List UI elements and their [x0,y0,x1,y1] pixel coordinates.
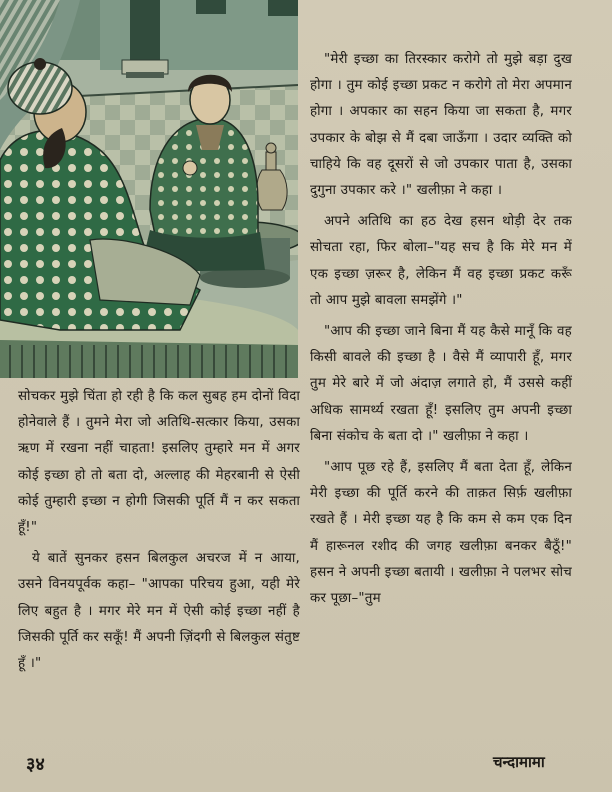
magazine-name: चन्दामामा [493,753,545,771]
left-paragraph-2: ये बातें सुनकर हसन बिलकुल अचरज में न आया, उसने विनयपूर्वक कहा– "आपका परिचय हुआ, यही मेरे लिए बहुत है । मगर मेरे मन में ऐसी कोई इच्छा नहीं है जिसकी पूर्ति कर सकूँ! मैं अपनी ज़िंदगी से बिलकुल संतुष्ट हूँ ।" [18,551,300,672]
right-paragraph-1: "मेरी इच्छा का तिरस्कार करोगे तो मुझे बड़ा दुख होगा । तुम कोई इच्छा प्रकट न करोगे तो मेरा अपमान होगा । अपकार का सहन किया जा सकता है, मगर उपकार के बोझ से मैं दबा जाऊँगा । उदार व्यक्ति को चाहिये कि वह दूसरों से जो उपकार पाता है, उसका दुगुना उपकार करे ।" खलीफ़ा ने कहा । [310,52,572,199]
right-paragraph-2: अपने अतिथि का हठ देख हसन थोड़ी देर तक सोचता रहा, फिर बोला–"यह सच है कि मेरे मन में एक इच्छा ज़रूर है, लेकिन मैं वह इच्छा प्रकट करूँ तो आप मुझे बावला समझेंगे ।" [310,214,572,308]
right-paragraph-4: "आप पूछ रहे हैं, इसलिए मैं बता देता हूँ, लेकिन मेरी इच्छा की पूर्ति करने की ताक़त सिर्फ़ खलीफ़ा रखते हैं । मेरी इच्छा यह है कि कम से कम एक दिन मैं हारूनल रशीद की जगह खलीफ़ा बनकर बैठूँ!" हसन ने अपनी इच्छा बतायी । खलीफ़ा ने पलभर सोच कर पूछा–"तुम [310,460,572,607]
story-illustration [0,0,298,378]
left-paragraph-1: सोचकर मुझे चिंता हो रही है कि कल सुबह हम दोनों विदा होनेवाले हैं । तुमने मेरा जो अतिथि-सत्कार किया, उसका ऋण में रखना नहीं चाहता! इसलिए तुम्हारे मन में अगर कोई इच्छा हो तो बता दो, अल्लाह की मेहरबानी से ऐसी कोई तुम्हारी इच्छा न होगी जिसकी पूर्ति मैं न कर सकता हूँ!" [18,389,300,536]
right-paragraph-3: "आप की इच्छा जाने बिना मैं यह कैसे मानूँ कि वह किसी बावले की इच्छा है । वैसे मैं व्यापारी हूँ, मगर तुम मेरे बारे में जो अंदाज़ लगाते हो, मैं उससे कहीं अधिक सामर्थ्य रखता हूँ! इसलिए तुम अपनी इच्छा बिना संकोच के बता दो ।" खलीफ़ा ने कहा । [310,324,572,444]
page-number: ३४ [26,754,45,775]
left-text-column [18,384,300,677]
right-text-column [310,47,572,612]
